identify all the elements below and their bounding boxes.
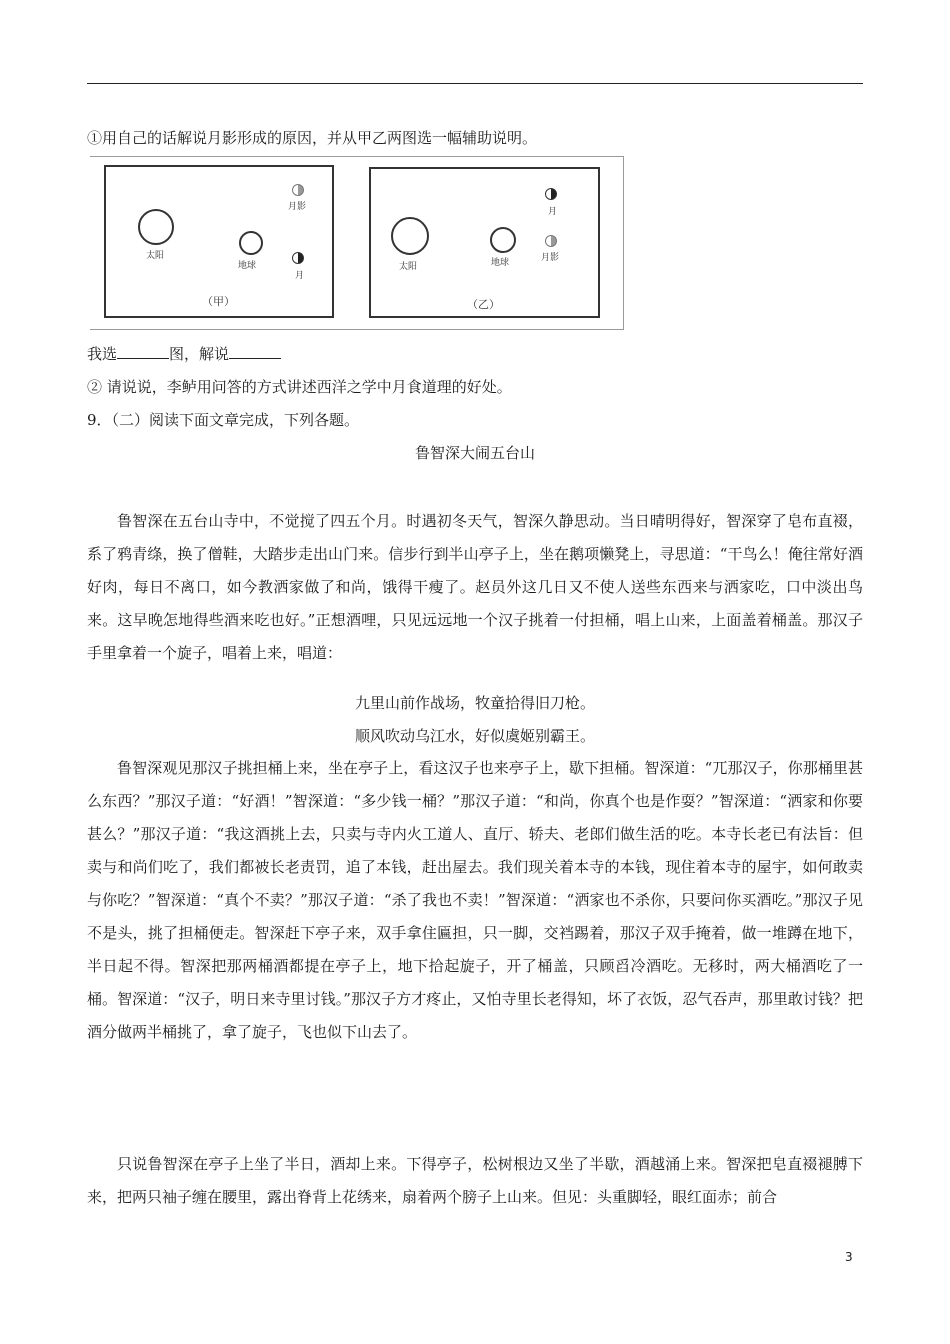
moon-icon (545, 188, 557, 200)
answer-prefix: 我选 (87, 345, 118, 363)
earth-label: 地球 (238, 261, 257, 271)
earth-circle (490, 227, 516, 253)
moon-shadow-label: 月影 (288, 202, 307, 212)
panel-caption-yi: （乙） (467, 298, 500, 311)
panel-caption-jia: （甲） (202, 295, 235, 308)
answer-blank-explanation[interactable] (229, 344, 281, 359)
question-2: ② 请说说，李鲈用问答的方式讲述西洋之学中月食道理的好处。 (87, 378, 512, 396)
sun-label: 太阳 (399, 262, 418, 272)
question-9: 9．（二）阅读下面文章完成，下列各题。 (87, 411, 360, 429)
header-rule (87, 83, 863, 84)
diagram-panel-jia (104, 165, 334, 318)
moon-shadow-icon (292, 184, 304, 196)
moon-shadow-icon (545, 235, 557, 247)
diagram-panel-yi (369, 167, 600, 318)
earth-label: 地球 (491, 258, 510, 268)
sun-circle (391, 217, 429, 255)
poem-line-2: 顺风吹动乌江水，好似虞姬别霸王。 (354, 727, 595, 745)
answer-blank-figure[interactable] (117, 344, 169, 359)
poem-line-1: 九里山前作战场，牧童拾得旧刀枪。 (354, 694, 595, 712)
earth-circle (239, 231, 263, 255)
sun-label: 太阳 (146, 251, 165, 261)
article-paragraph-1: 鲁智深在五台山寺中，不觉搅了四五个月。时遇初冬天气，智深久静思动。当日晴明得好，智深穿了皂布直裰，系了鸦青绦，换了僧鞋，大踏步走出山门来。信步行到半山亭子上，坐在鹅项懒凳上，寻思道：“干鸟么！俺往常好酒好肉，每日不离口，如今教洒家做了和尚，饿得干瘦了。赵员外这几日又不使人送些东西来与洒家吃，口中淡出鸟来。这早晚怎地得些酒来吃也好。”正想酒哩，只见远远地一个汉子挑着一付担桶，唱上山来，上面盖着桶盖。那汉子手里拿着一个旋子，唱着上来，唱道： (87, 512, 863, 662)
moon-shadow-label: 月影 (541, 253, 560, 263)
article-title: 鲁智深大闹五台山 (414, 444, 535, 462)
moon-icon (292, 252, 304, 264)
article-paragraph-2: 鲁智深观见那汉子挑担桶上来，坐在亭子上，看这汉子也来亭子上，歇下担桶。智深道：“兀那汉子，你那桶里甚么东西？”那汉子道：“好酒！”智深道：“多少钱一桶？”那汉子道：“和尚，你真个也是作耍？”智深道：“洒家和你要甚么？”那汉子道：“我这酒挑上去，只卖与寺内火工道人、直厅、轿夫、老郎们做生活的吃。本寺长老已有法旨：但卖与和尚们吃了，我们都被长老责罚，追了本钱，赶出屋去。我们现关着本寺的本钱，现住着本寺的屋宇，如何敢卖与你吃？”智深道：“真个不卖？”那汉子道：“杀了我也不卖！”智深道：“洒家也不杀你，只要问你买酒吃。”那汉子见不是头，挑了担桶便走。智深赶下亭子来，双手拿住匾担，只一脚，交裆踢着，那汉子双手掩着，做一堆蹲在地下，半日起不得。智深把那两桶酒都提在亭子上，地下拾起旋子，开了桶盖，只顾舀冷酒吃。无移时，两大桶酒吃了一桶。智深道：“汉子，明日来寺里讨钱。”那汉子方才疼止，又怕寺里长老得知，坏了衣饭，忍气吞声，那里敢讨钱？把酒分做两半桶挑了，拿了旋子，飞也似下山去了。 (87, 759, 863, 1041)
moon-label: 月 (548, 207, 558, 217)
sun-circle (138, 209, 174, 245)
page-number: 3 (845, 1250, 853, 1264)
answer-middle: 图，解说 (169, 345, 230, 363)
answer-line (87, 344, 281, 364)
article-paragraph-3: 只说鲁智深在亭子上坐了半日，酒却上来。下得亭子，松树根边又坐了半歇，酒越涌上来。智深把皂直裰褪膊下来，把两只袖子缠在腰里，露出脊背上花绣来，扇着两个膀子上山来。但见：头重脚轻，眼红面赤；前合 (87, 1155, 863, 1206)
moon-label: 月 (295, 271, 305, 281)
question-1: ①用自己的话解说月影形成的原因，并从甲乙两图选一幅辅助说明。 (87, 129, 538, 147)
